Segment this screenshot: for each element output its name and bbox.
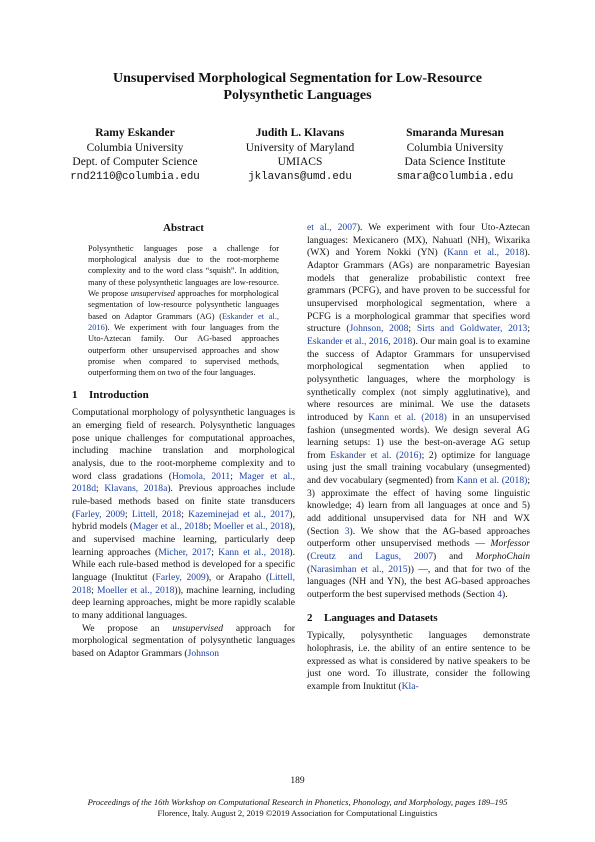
page-number: 189 bbox=[290, 776, 305, 786]
citation-link[interactable]: Sirts and Goldwater, 2013 bbox=[416, 323, 528, 335]
body-text: ). We experiment with four Uto-Aztecan languages: Mexicanero (MX), Nahuatl (NH), Wixarika (WX) and Yorem Nokki (YN) ( bbox=[307, 222, 530, 259]
author-email[interactable]: jklavans@umd.edu bbox=[248, 170, 352, 183]
body-text: ; 3) approximate the effect of having some linguistic knowledge; 4) learn from all languages at once and 5) add additional unsupervised data for NH and WX (Section bbox=[307, 475, 530, 537]
body-text: ; bbox=[527, 323, 530, 335]
body-text: ). bbox=[502, 589, 508, 601]
intro-paragraph-2 bbox=[72, 623, 295, 661]
body-text: ). Our main goal is to examine the success of Adaptor Grammars for unsupervised morphological segmentation when applied to polysynthetic languages, where the morphology is synthetically complex (not simply agglutinative), and where resources are minimal. We use the datasets introduced by bbox=[307, 335, 530, 423]
languages-paragraph bbox=[307, 630, 530, 693]
author-department: UMIACS bbox=[277, 156, 323, 168]
author-email[interactable]: rnd2110@columbia.edu bbox=[70, 170, 200, 183]
body-text: ; bbox=[230, 470, 240, 482]
citation-link[interactable]: Narasimhan et al., 2015 bbox=[310, 563, 408, 575]
body-emphasis: unsupervised bbox=[172, 622, 224, 634]
author-name: Ramy Eskander bbox=[95, 127, 175, 139]
citation-link[interactable]: Littell, 2018 bbox=[131, 508, 182, 520]
citation-link[interactable]: Klavans, 2018a bbox=[104, 483, 168, 495]
body-text: ) and bbox=[433, 551, 476, 563]
proceedings-line: Proceedings of the 16th Workshop on Computational Research in Phonetics, Phonology, and Morphology, pages 189–195 bbox=[87, 797, 508, 807]
body-text: ; bbox=[181, 508, 189, 520]
intro-paragraph-2-continued bbox=[307, 222, 530, 602]
body-text: Computational morphology of polysynthetic languages is an emerging field of research. Polysynthetic languages pose unique challenges for computational approaches, including machine translation and morphological analysis, due to the root-morpheme complexity and to word class gradations ( bbox=[72, 407, 295, 482]
method-name: MorphoChain bbox=[475, 551, 531, 563]
citation-link[interactable]: Mager et al., 2018d bbox=[72, 470, 295, 495]
citation-link[interactable]: Farley, 2009 bbox=[155, 571, 206, 583]
citation-link[interactable]: Mager et al., 2018b bbox=[133, 521, 209, 533]
author-department: Data Science Institute bbox=[404, 156, 506, 168]
author-department: Dept. of Computer Science bbox=[72, 156, 198, 168]
abstract-part: ). We experiment with four languages from the Uto-Aztecan family. Our AG-based approaches outperform other unsupervised approaches and show promise when compared to supervised methods, outperforming them on two of the four languages. bbox=[88, 323, 279, 378]
body-text: ). Previous approaches include rule-based methods based on finite state transducers ( bbox=[72, 483, 295, 520]
copyright-line: Florence, Italy. August 2, 2019 ©2019 Association for Computational Linguistics bbox=[157, 808, 438, 818]
citation-link[interactable]: Kann et al., 2018 bbox=[447, 247, 525, 259]
body-text: ; bbox=[211, 546, 219, 558]
intro-paragraph-1 bbox=[72, 407, 295, 622]
body-text: in an unsupervised fashion (unsegmented words). We design several AG learning setups: 1) use the best-on-average AG setup from bbox=[307, 411, 530, 461]
citation-link[interactable]: Kla- bbox=[401, 680, 419, 692]
body-text: ; bbox=[91, 584, 97, 596]
author-2 bbox=[225, 126, 375, 184]
citation-link[interactable]: Kazeminejad et al., 2017 bbox=[188, 508, 290, 520]
citation-link[interactable]: Homola, 2011 bbox=[171, 470, 231, 482]
paper-title bbox=[60, 70, 535, 104]
body-text: ; bbox=[95, 483, 105, 495]
author-affiliation: Columbia University bbox=[406, 141, 504, 154]
citation-link[interactable]: 2018 bbox=[393, 335, 413, 347]
body-text: ; bbox=[208, 521, 214, 533]
author-email[interactable]: smara@columbia.edu bbox=[396, 170, 514, 183]
left-column bbox=[72, 222, 295, 661]
abstract-part: approaches for morphological segmentation of low-resource polysynthetic languages based on Adaptor Grammars (AG) ( bbox=[88, 289, 279, 321]
section-number: 2 bbox=[307, 611, 313, 624]
abstract-text bbox=[88, 243, 279, 379]
citation-link[interactable]: Kann et al. (2018) bbox=[368, 411, 447, 423]
body-text: ). While each rule-based method is developed for a specific language (Inuktitut ( bbox=[72, 546, 295, 583]
abstract-emphasis: unsupervised bbox=[130, 289, 175, 299]
citation-link[interactable]: Kann et al., 2018 bbox=[218, 546, 290, 558]
section-number: 1 bbox=[72, 388, 78, 401]
body-text: ). We show that the AG-based approaches outperform other unsupervised methods — bbox=[307, 525, 531, 550]
citation-link[interactable]: Littell, 2018 bbox=[72, 571, 295, 596]
body-text: approach for morphological segmentation of polysynthetic languages based on Adaptor Grammars ( bbox=[72, 622, 295, 659]
body-text: ( bbox=[307, 551, 311, 563]
section-title: Introduction bbox=[89, 388, 149, 401]
author-affiliation: University of Maryland bbox=[245, 141, 355, 154]
citation-link[interactable]: Kann et al. (2018) bbox=[456, 475, 528, 487]
author-name: Smaranda Muresan bbox=[406, 127, 504, 139]
body-text: , bbox=[388, 335, 394, 347]
author-1 bbox=[45, 126, 225, 184]
body-text: We propose an bbox=[82, 622, 173, 634]
abstract-part: Polysynthetic languages pose a challenge for morphological analysis due to the root-morpheme complexity and to the word class “squish”. In addition, many of these polysynthetic languages are low-resource. We propose bbox=[88, 243, 279, 299]
section-ref-link[interactable]: 4 bbox=[497, 589, 503, 601]
citation-link[interactable]: Moeller et al., 2018 bbox=[96, 584, 175, 596]
section-heading-languages bbox=[307, 612, 530, 625]
abstract-heading: Abstract bbox=[163, 222, 204, 234]
body-text: )), machine learning, including deep learning approaches, might be more rapidly scalable to many additional languages. bbox=[72, 584, 295, 621]
title-line-2: Polysynthetic Languages bbox=[223, 88, 372, 103]
citation-link[interactable]: Farley, 2009 bbox=[75, 508, 125, 520]
citation-link[interactable]: Micher, 2017 bbox=[158, 546, 212, 558]
section-heading-introduction bbox=[72, 389, 295, 402]
author-name: Judith L. Klavans bbox=[255, 127, 345, 139]
citation-link[interactable]: Moeller et al., 2018 bbox=[213, 521, 290, 533]
author-3 bbox=[375, 126, 535, 184]
body-text: ( bbox=[307, 563, 311, 575]
body-text: ), hybrid models ( bbox=[72, 508, 295, 533]
body-text: Typically, polysynthetic languages demonstrate holophrasis, i.e. the ability of an entire sentence to be expressed as what is considered by native speakers to be just one word. To illustrate, consider the following example from Inuktitut ( bbox=[307, 630, 530, 692]
citation-link[interactable]: Eskander et al., 2016 bbox=[88, 311, 279, 333]
title-line-1: Unsupervised Morphological Segmentation for Low-Resource bbox=[113, 71, 482, 86]
body-text: ; 2) optimize for language using just the small training vocabulary (unsegmented) and dev vocabulary (segmented) from bbox=[307, 449, 530, 487]
citation-link[interactable]: Creutz and Lagus, 2007 bbox=[310, 551, 434, 563]
body-text: ). Adaptor Grammars (AGs) are nonparametric Bayesian models that generalize probabilistic context free grammars (PCFG), and have proven to be successful for unsupervised morphological segmentation, where a PCFG is a morphological grammar that specifies word structure ( bbox=[307, 247, 530, 335]
section-title: Languages and Datasets bbox=[324, 611, 438, 624]
body-text: ), and supervised machine learning, particularly deep learning approaches ( bbox=[72, 521, 295, 558]
body-text: ; bbox=[408, 323, 417, 335]
section-ref-link[interactable]: 3 bbox=[344, 525, 350, 537]
citation-link[interactable]: Eskander et al. (2016) bbox=[330, 449, 422, 461]
citation-link[interactable]: Eskander et al., 2016 bbox=[307, 335, 389, 347]
author-affiliation: Columbia University bbox=[86, 141, 184, 154]
citation-link[interactable]: et al., 2007 bbox=[307, 222, 357, 233]
body-text: ; bbox=[124, 508, 132, 520]
citation-link[interactable]: Johnson, 2008 bbox=[349, 323, 409, 335]
method-name: Morfessor bbox=[490, 538, 530, 550]
body-text: ), or Arapaho ( bbox=[205, 571, 270, 583]
author-block bbox=[60, 126, 535, 184]
body-text: )) —, and that for two of the languages (NH and YN), the best AG-based approaches outperform the best supervised methods (Section bbox=[307, 563, 530, 601]
right-column bbox=[307, 222, 530, 694]
citation-link[interactable]: Johnson bbox=[187, 647, 220, 659]
